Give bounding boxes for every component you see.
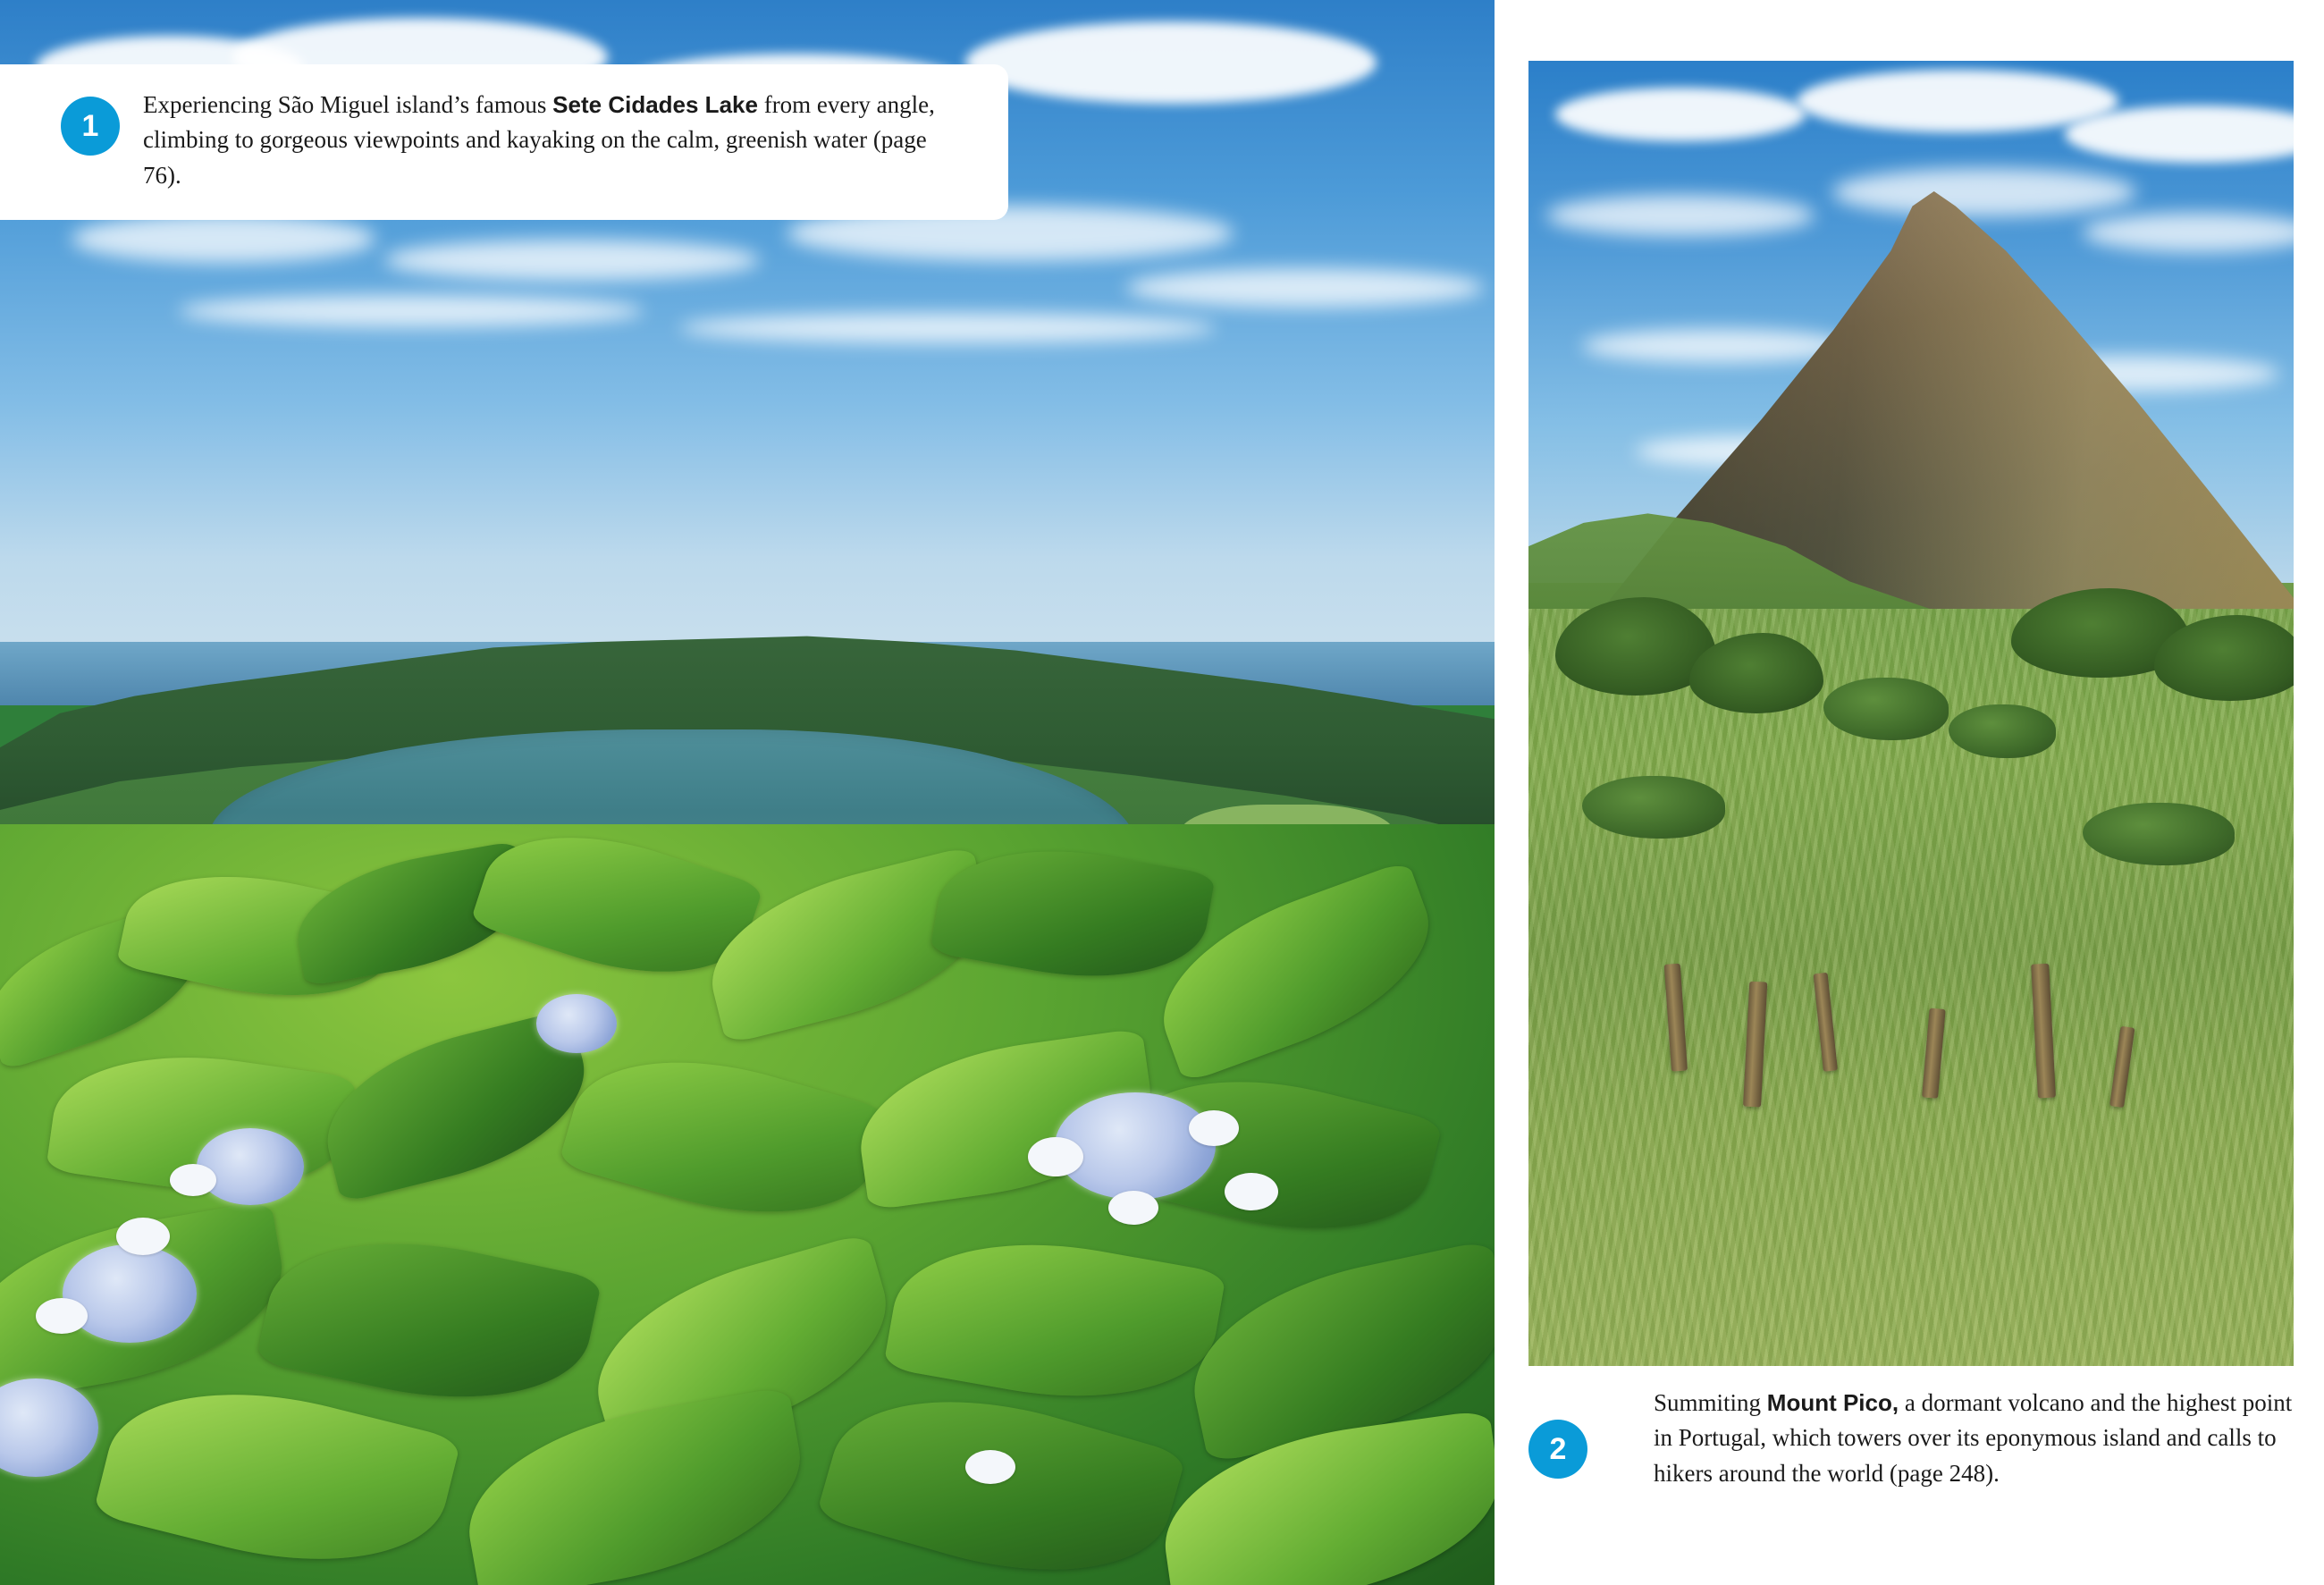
caption-2-part-2: a dormant volcano and the highest point in Portugal, which towers over its eponymous island and calls to hikers around the world (page 248).	[1654, 1389, 2293, 1487]
right-page	[1495, 0, 2324, 1585]
caption-2-highlight: Mount Pico,	[1766, 1389, 1899, 1416]
mount-pico-photo	[1528, 61, 2294, 1366]
hydrangea-petal	[1225, 1173, 1278, 1210]
caption-badge-1: 1	[61, 97, 120, 156]
caption-box-1	[0, 64, 1008, 220]
hydrangea-flower	[63, 1244, 197, 1343]
hydrangea-petal	[36, 1298, 88, 1334]
leaf	[883, 1218, 1226, 1423]
hydrangea-flower	[0, 1378, 98, 1477]
cloud-icon	[679, 313, 1216, 343]
shrub	[1823, 678, 1949, 740]
hydrangea-flower	[536, 994, 617, 1053]
cloud-icon	[1546, 195, 1815, 236]
caption-1-part-1: Experiencing São Miguel island’s famous	[143, 91, 553, 118]
hydrangea-petal	[1189, 1110, 1239, 1146]
hydrangea-flower	[197, 1128, 304, 1205]
caption-box-2	[1528, 1386, 2294, 1491]
hydrangea-petal	[116, 1218, 170, 1255]
hydrangea-petal	[965, 1450, 1015, 1484]
hydrangea-petal	[1028, 1137, 1083, 1176]
cloud-icon	[1797, 70, 2118, 132]
cloud-icon	[965, 21, 1377, 104]
cloud-icon	[384, 240, 760, 281]
cloud-icon	[72, 215, 375, 263]
hydrangea-petal	[170, 1164, 216, 1196]
cloud-icon	[1555, 88, 1806, 141]
caption-2-part-1: Summiting	[1654, 1389, 1767, 1416]
caption-text-1	[143, 88, 955, 193]
caption-1-highlight: Sete Cidades Lake	[552, 91, 758, 118]
caption-1-part-2: from every angle, climbing to gorgeous viewpoints and kayaking on the calm, greenish water (page 76).	[143, 91, 935, 189]
leaf	[256, 1212, 602, 1428]
leaf	[559, 1026, 890, 1248]
cloud-icon	[1582, 329, 1850, 363]
cloud-icon	[1126, 268, 1484, 308]
hydrangea-foreground	[0, 824, 1495, 1585]
shrub	[1949, 704, 2056, 758]
caption-text-2	[1654, 1386, 2294, 1491]
cloud-icon	[179, 295, 644, 327]
hydrangea-petal	[1108, 1191, 1158, 1225]
caption-badge-2: 2	[1528, 1420, 1587, 1479]
leaf	[453, 1386, 815, 1585]
cloud-icon	[1832, 168, 2136, 216]
